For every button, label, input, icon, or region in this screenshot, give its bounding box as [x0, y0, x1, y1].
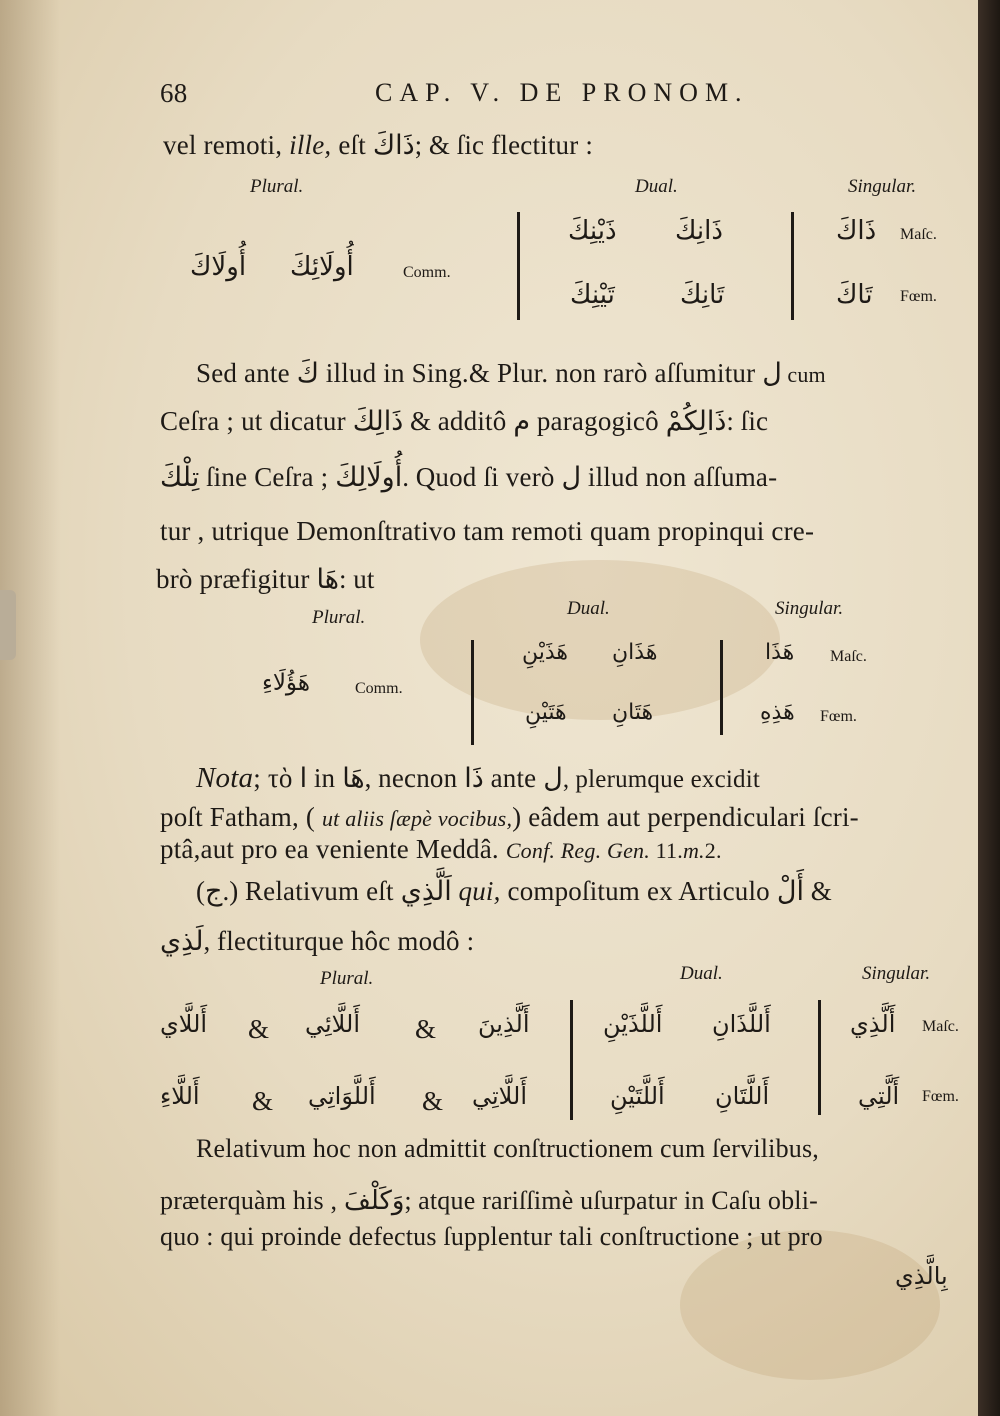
column-rule [471, 640, 474, 745]
text-line: Nota; τὸ ا in هَا, necnon ذَا ante ل, plerumque excidit [196, 762, 761, 794]
column-rule [720, 640, 723, 735]
ampersand: & [252, 1086, 274, 1116]
arabic-word: أَللَّتَيْنِ [610, 1082, 665, 1110]
column-header-plural: Plural. [312, 607, 366, 628]
arabic-word: هَذَيْنِ [522, 640, 569, 665]
column-rule [818, 1000, 821, 1115]
arabic-word: أُولَائِكَ [290, 252, 354, 282]
label-masc: Maſc. [830, 648, 867, 665]
column-rule [570, 1000, 573, 1120]
column-header-singular: Singular. [848, 176, 917, 197]
label-comm: Comm. [355, 680, 403, 697]
arabic-word: هَتَانِ [612, 700, 654, 725]
arabic-word: هَتَيْنِ [525, 700, 567, 725]
arabic-word: ذَانِكَ [675, 216, 723, 246]
arabic-word: تَانِكَ [680, 280, 725, 310]
column-rule [517, 212, 520, 320]
arabic-word: أُولَاكَ [190, 252, 247, 282]
book-edge [978, 0, 1000, 1416]
arabic-word: أَللَّاي [160, 1010, 208, 1038]
arabic-word: أَلَّذِينَ [478, 1010, 530, 1038]
arabic-word: تَاكَ [836, 280, 873, 310]
text-line: Ceſra ; ut dicatur ذَالِكَ & additô م paragogicô ذَالِكُمْ: ſic [160, 406, 769, 437]
ampersand: & [422, 1086, 444, 1116]
arabic-word: بِالَّذِي [895, 1262, 948, 1290]
arabic-word: أَللَّوَاتِي [308, 1082, 376, 1110]
label-foem: Fœm. [900, 288, 937, 305]
label-foem: Fœm. [820, 708, 857, 725]
arabic-word: تَيْنِكَ [570, 280, 615, 310]
arabic-word: ذَيْنِكَ [568, 216, 617, 246]
label-masc: Maſc. [922, 1018, 959, 1035]
text-line: (ج.) Relativum eſt اَلَّذِي qui, compoſitum ex Articulo أَلْ & [196, 876, 832, 907]
column-header-dual: Dual. [680, 963, 723, 984]
arabic-word: أَللَّائِي [305, 1010, 360, 1038]
arabic-word: هَؤُلَاءِ [262, 670, 310, 696]
paper-stain [680, 1230, 940, 1380]
text-line: poſt Fatham, ( ut aliis ſæpè vocibus,) eâdem aut perpendiculari ſcri- [160, 802, 859, 832]
column-header-dual: Dual. [635, 176, 678, 197]
label-comm: Comm. [403, 264, 451, 281]
arabic-word: هَذَا [765, 640, 795, 665]
text-line: præterquàm his , وَكَلْفَ; atque rariſſimè uſurpatur in Caſu obli- [160, 1186, 818, 1216]
ampersand: & [415, 1014, 437, 1044]
text-line: ptâ,aut pro ea veniente Meddâ. Conf. Reg. Gen. 11.m.2. [160, 834, 722, 864]
paper-stain [420, 560, 780, 720]
arabic-word: هَذِهِ [760, 700, 795, 725]
column-header-singular: Singular. [775, 598, 844, 619]
text-line: لَذِي, flectiturque hôc modô : [160, 926, 475, 957]
column-header-singular: Singular. [862, 963, 931, 984]
arabic-word: أَللَّاتِي [472, 1082, 527, 1110]
arabic-word: هَذَانِ [612, 640, 658, 665]
text-line: tur , utrique Demonſtrativo tam remoti quam propinqui cre- [160, 516, 815, 546]
column-header-plural: Plural. [320, 968, 374, 989]
running-title: CAP. V. DE PRONOM. [375, 78, 749, 107]
page-clip [0, 590, 16, 660]
column-header-plural: Plural. [250, 176, 304, 197]
page-number: 68 [160, 78, 188, 108]
arabic-word: أَللَّتَانِ [715, 1082, 770, 1110]
text-line: quo : qui proinde defectus ſupplentur tali conſtructione ; ut pro [160, 1222, 823, 1251]
column-header-dual: Dual. [567, 598, 610, 619]
text-line: Relativum hoc non admittit conſtructionem cum ſervilibus, [196, 1134, 820, 1163]
arabic-word: أَللَّاءِ [160, 1082, 200, 1110]
arabic-word: أَلَّذِي [850, 1010, 896, 1038]
text-line: vel remoti, ille, eſt ذَاكَ; & ſic flectitur : [163, 130, 594, 161]
ampersand: & [248, 1014, 270, 1044]
column-rule [791, 212, 794, 320]
text-line: تِلْكَ ſine Ceſra ; أُولَالِكَ. Quod ſi verò ل illud non aſſuma- [160, 462, 778, 493]
text-line: Sed ante كَ illud in Sing.& Plur. non rarò aſſumitur ل cum [196, 358, 826, 389]
arabic-word: أَلَّتِي [858, 1082, 900, 1110]
label-masc: Maſc. [900, 226, 937, 243]
arabic-word: ذَاكَ [836, 216, 877, 246]
arabic-word: أَللَّذَانِ [712, 1010, 771, 1038]
arabic-word: أَللَّذَيْنِ [603, 1010, 663, 1038]
text-line: brò præfigitur هَا: ut [156, 564, 375, 595]
label-foem: Fœm. [922, 1088, 959, 1105]
